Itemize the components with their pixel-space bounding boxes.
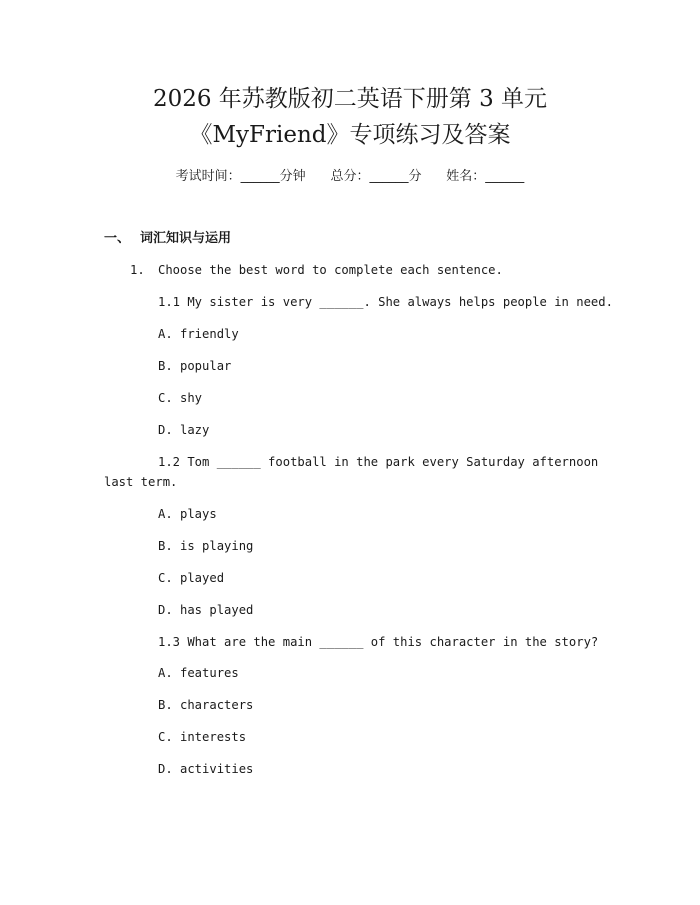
question-stem-1-3: 1.3 What are the main ______ of this character in the story? [158, 635, 599, 649]
option-1-3-b: B. characters [158, 698, 254, 712]
student-name-field: 姓名：______ [446, 169, 525, 184]
option-1-2-b: B. is playing [158, 539, 254, 553]
question-instruction-text: Choose the best word to complete each sentence. [158, 263, 503, 277]
option-1-3-c: C. interests [158, 730, 247, 744]
question-stem-1-1: 1.1 My sister is very ______. She always helps people in need. [158, 295, 613, 309]
exam-info-line [0, 168, 700, 186]
document-title-line-2: 《MyFriend》专项练习及答案 [189, 122, 511, 148]
question-number: 1. [130, 263, 145, 277]
section-number: 一、 [104, 231, 131, 246]
option-1-1-d: D. lazy [158, 423, 210, 437]
section-heading [104, 230, 231, 248]
option-1-2-c: C. played [158, 571, 225, 585]
question-stem-1-2-line-1: 1.2 Tom ______ football in the park every Saturday afternoon [158, 455, 599, 469]
question-stem-1-2-line-2: last term. [104, 475, 178, 489]
option-1-3-a: A. features [158, 666, 239, 680]
option-1-2-a: A. plays [158, 507, 217, 521]
option-1-1-c: C. shy [158, 391, 203, 405]
document-title-line-1: 2026 年苏教版初二英语下册第 3 单元 [152, 86, 548, 112]
option-1-1-b: B. popular [158, 359, 232, 373]
option-1-1-a: A. friendly [158, 327, 239, 341]
section-title: 词汇知识与运用 [140, 231, 232, 246]
question-instruction [130, 261, 503, 279]
exam-time-field: 考试时间：______分钟 [175, 169, 306, 184]
option-1-3-d: D. activities [158, 762, 254, 776]
total-score-field: 总分：______分 [330, 169, 422, 184]
option-1-2-d: D. has played [158, 603, 254, 617]
